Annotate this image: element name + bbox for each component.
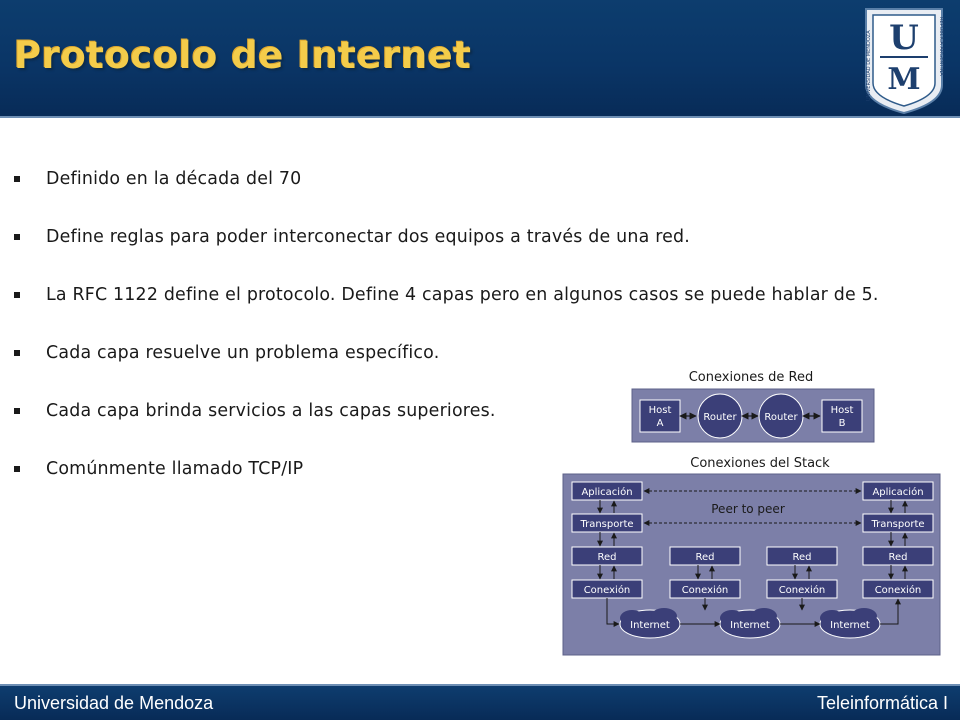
internet-cloud-3 (820, 608, 880, 638)
mid1-conexion-label: Conexión (681, 585, 729, 596)
mid1-red-label: Red (695, 552, 715, 563)
logo-initial-u: U (889, 18, 919, 58)
mid2-red-label: Red (792, 552, 812, 563)
bullet-item: Comúnmente llamado TCP/IP (14, 454, 914, 484)
right-transporte-label: Transporte (871, 519, 925, 530)
left-transporte-label: Transporte (580, 519, 634, 530)
internet-1-label: Internet (630, 620, 670, 631)
bullet-item: Cada capa resuelve un problema específico. (14, 338, 606, 368)
footer-university: Universidad de Mendoza (14, 693, 214, 713)
network-diagram (560, 362, 942, 658)
left-red-label: Red (597, 552, 617, 563)
logo-right-text: REPUBLICA ARGENTINA (938, 17, 944, 76)
logo-left-text: UNIVERSIDAD DE MENDOZA (866, 30, 872, 101)
host-a-sub: A (656, 418, 664, 429)
slide-title: Protocolo de Internet (14, 34, 472, 77)
router-2-label: Router (764, 412, 798, 423)
internet-2-label: Internet (730, 620, 770, 631)
footer-course: Teleinformática I (816, 693, 948, 713)
bullet-item: La RFC 1122 define el protocolo. Define 4 capas pero en algunos casos se puede hablar de 5. (14, 280, 926, 310)
right-red-label: Red (888, 552, 908, 563)
host-b-label: Host (830, 405, 854, 416)
right-conexion-label: Conexión (874, 585, 922, 596)
right-aplicacion-label: Aplicación (872, 487, 924, 498)
bullet-item: Cada capa brinda servicios a las capas superiores. (14, 396, 606, 426)
stack-connections-title: Conexiones del Stack (690, 456, 830, 471)
slide-header (0, 0, 960, 118)
slide-footer (0, 684, 960, 720)
logo-initial-m: M (887, 62, 921, 97)
internet-cloud-2 (720, 608, 780, 638)
net-connections-title: Conexiones de Red (688, 370, 814, 385)
mid2-conexion-label: Conexión (778, 585, 826, 596)
internet-3-label: Internet (830, 620, 870, 631)
university-logo (864, 7, 944, 115)
router-1-label: Router (703, 412, 737, 423)
internet-cloud-1 (620, 608, 680, 638)
host-b-sub: B (838, 418, 846, 429)
bullet-item: Definido en la década del 70 (14, 164, 914, 194)
bullet-item: Define reglas para poder interconectar dos equipos a través de una red. (14, 222, 914, 252)
left-conexion-label: Conexión (583, 585, 631, 596)
left-aplicacion-label: Aplicación (581, 487, 633, 498)
host-a-label: Host (648, 405, 672, 416)
peer-to-peer-label: Peer to peer (711, 502, 785, 516)
